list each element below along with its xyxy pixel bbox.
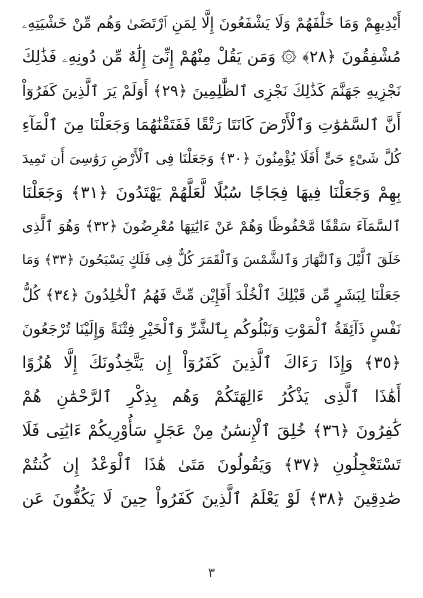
text-line: خَلَقَ ٱلَّيْلَ وَٱلنَّهَارَ وَٱلشَّمْسَ وَٱلْقَمَرَ كُلٌّ فِى فَلَكٍ يَسْبَحُونَ ﴿٣٣﴾ وَمَا bbox=[22, 253, 401, 268]
text-line: جَعَلْنَا لِبَشَرٍ مِّن قَبْلِكَ ٱلْخُلْدَ أَفَإِيْن مِّتَّ فَهُمُ ٱلْخَٰلِدُونَ ﴿٣٤﴾ كُلُّ bbox=[22, 286, 401, 304]
text-line: صَٰدِقِينَ ﴿٣٨﴾ لَوْ يَعْلَمُ ٱلَّذِينَ كَفَرُواْ حِينَ لَا يَكُفُّونَ عَن bbox=[22, 489, 401, 508]
quran-text-block bbox=[22, 6, 401, 516]
text-line: ٱلسَّمَآءَ سَقْفًا مَّحْفُوظًا وَهُمْ عَنْ ءَايَٰتِهَا مُعْرِضُونَ ﴿٣٢﴾ وَهُوَ ٱلَّذِى bbox=[22, 219, 401, 235]
text-line: بِهِمْ وَجَعَلْنَا فِيهَا فِجَاجًا سُبُلًا لَّعَلَّهُمْ يَهْتَدُونَ ﴿٣١﴾ وَجَعَلْنَا bbox=[22, 183, 401, 202]
text-line: أَيْدِيهِمْ وَمَا خَلْفَهُمْ وَلَا يَشْفَعُونَ إِلَّا لِمَنِ ٱرْتَضَىٰ وَهُم مِّنْ خَشْيَتِهِۦ bbox=[22, 14, 401, 32]
page-number: ٣ bbox=[208, 566, 215, 581]
text-line: كَٰفِرُونَ ﴿٣٦﴾ خُلِقَ ٱلْإِنسَٰنُ مِنْ عَجَلٍ سَأُوْرِيكُمْ ءَايَٰتِى فَلَا bbox=[22, 421, 401, 440]
text-line: كُلَّ شَىْءٍ حَىٍّ أَفَلَا يُؤْمِنُونَ ﴿٣٠﴾ وَجَعَلْنَا فِى ٱلْأَرْضِ رَوَٰسِىَ أَن تَمِيدَ bbox=[22, 151, 401, 167]
text-line: أَهَٰذَا ٱلَّذِى يَذْكُرُ ءَالِهَتَكُمْ وَهُم بِذِكْرِ ٱلرَّحْمَٰنِ هُمْ bbox=[22, 387, 401, 406]
text-line: تَسْتَعْجِلُونِ ﴿٣٧﴾ وَيَقُولُونَ مَتَىٰ هَٰذَا ٱلْوَعْدُ إِن كُنتُمْ bbox=[22, 455, 401, 474]
text-line: نَفْسٍ ذَآئِقَةُ ٱلْمَوْتِ وَنَبْلُوكُم بِٱلشَّرِّ وَٱلْخَيْرِ فِتْنَةً وَإِلَيْنَا تُرْجَعُونَ bbox=[22, 320, 401, 338]
text-line: أَنَّ ٱلسَّمَٰوَٰتِ وَٱلْأَرْضَ كَانَتَا رَتْقًا فَفَتَقْنَٰهُمَا وَجَعَلْنَا مِنَ ٱلْمَآءِ bbox=[22, 115, 401, 134]
text-line: ﴿٣٥﴾ وَإِذَا رَءَاكَ ٱلَّذِينَ كَفَرُوٓاْ إِن يَتَّخِذُونَكَ إِلَّا هُزُوًا bbox=[22, 353, 401, 372]
text-line: مُشْفِقُونَ ﴿٢٨﴾ ۞ وَمَن يَقُلْ مِنْهُمْ إِنِّىٓ إِلَٰهٌ مِّن دُونِهِۦ فَذَٰلِكَ bbox=[22, 47, 401, 66]
text-line: نَجْزِيهِ جَهَنَّمَ كَذَٰلِكَ نَجْزِى ٱلظَّٰلِمِينَ ﴿٢٩﴾ أَوَلَمْ يَرَ ٱلَّذِينَ كَفَرُوٓاْ bbox=[22, 82, 401, 100]
